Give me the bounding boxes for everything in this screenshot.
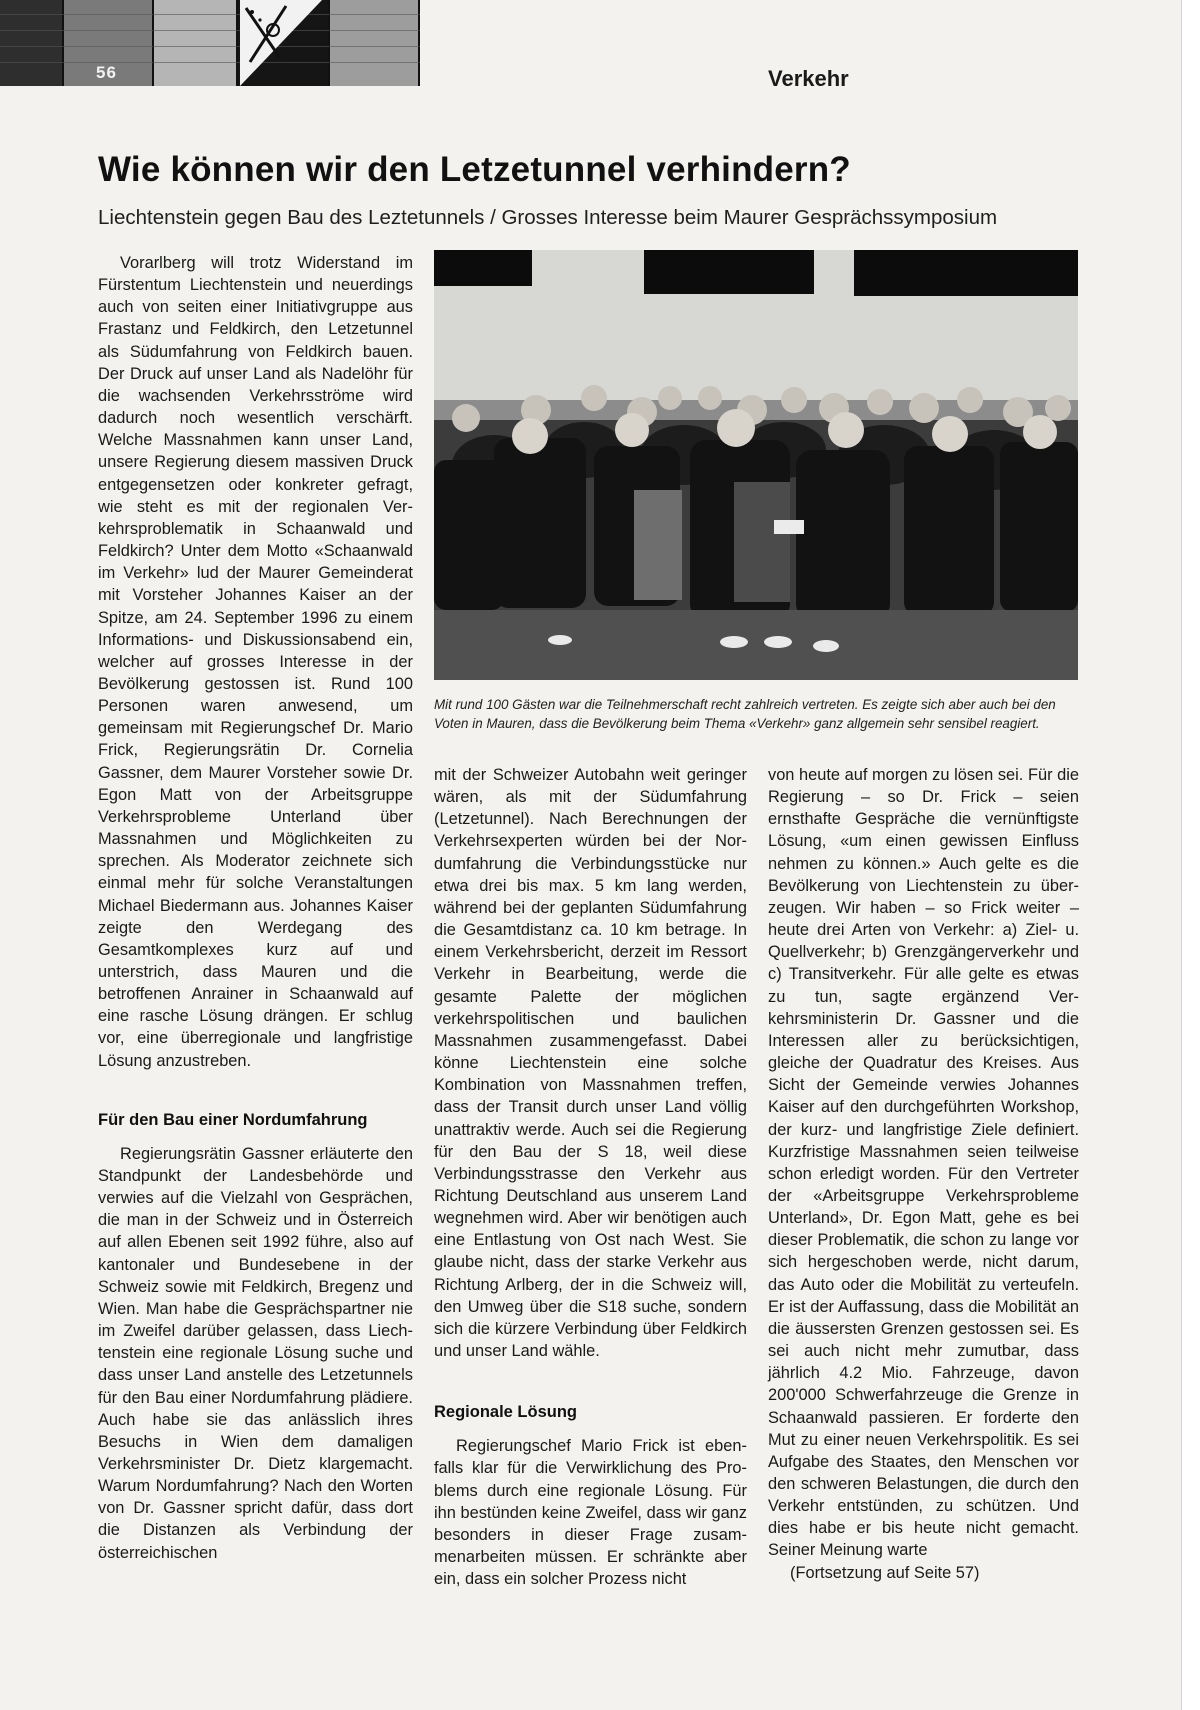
subheading-nordumfahrung: Für den Bau einer Nordumfahrung [98, 1110, 368, 1129]
header-color-strip [0, 0, 420, 88]
article-column-1 [98, 252, 413, 1564]
article-column-3 [768, 764, 1079, 1584]
continued-note: (Fortsetzung auf Seite 57) [790, 1563, 980, 1582]
section-label: Verkehr [768, 66, 849, 91]
audience-photo [434, 250, 1078, 680]
paragraph-continuation: mit der Schweizer Autobahn weit geringer wären, als mit der Südumfahrung (Letzetunnel). Nach Berechnungen der Verkehrsexperten würden bei der Nordumfahrung die Verbindungsstücke nur etwa drei bis max. 5 km lang werden, während bei der geplanten Südumfahrung die Gesamtdistanz ca. 10 km betrage. In einem Verkehrsbericht, derzeit im Ressort Verkehr in Bearbeitung, werde die gesamte Palette der möglichen verkehrspolitischen und baulichen Massnahmen zusammengefasst. Dabei könne Liechtenstein eine solche Kombination von Massnahmen treffen, dass der Transit durch unser Land völlig unattraktiv werde. Auch sei die Regierung für den Bau der S 18, weil diese Verbindungsstrasse den Verkehr aus Richtung Deutschland aus unserem Land wegnehmen wird. Aber wir benötigen auch eine Entlastung von Ost nach West. Sie glaube nicht, dass der starke Verkehr aus Richtung Arlberg, der in die Schweiz will, den Umweg über die S18 suche, sondern sich die kürzere Verbindung über Feldkirch und unser Land wähle. [434, 766, 747, 1361]
paragraph-column-3: von heute auf morgen zu lösen sei. Für die Regierung – so Dr. Frick – seien ernsthafte Gespräche die vernünftigste Lösung, «um einen gewissen Einfluss nehmen zu können.» Auch gelte es die Bevölkerung von Liechtenstein zu überzeugen. Wir haben – so Frick weiter – heute drei Arten von Verkehr: a) Ziel- u. Quellverkehr; b) Grenzgängerverkehr und c) Transitverkehr. Für alle gelte es etwas zu tun, sagte ergänzend Verkehrsministerin Dr. Gassner und die Interessen aller zu berücksichtigen, gleiche der Quadratur des Kreises. Aus Sicht der Gemeinde verwies Johannes Kaiser auf den durchgeführten Workshop, der kurz- und langfristige Ziele definiert. Kurzfristige Massnahmen seien teilweise schon erledigt worden. Für den Vertreter der «Arbeitsgruppe Verkehrsprobleme Unterland», Dr. Egon Matt, gehe es bei dieser Problematik, die schon zu lange vor sich hergeschoben werde, nicht darum, das Auto oder die Mobilität zu verteufeln. Er ist der Auffassung, dass die Mobilität an die äussersten Grenzen gestossen sei. Es sei auch nicht mehr zumutbar, dass jährlich 4.2 Mio. Fahrzeuge, davon 200'000 Schwerfahrzeuge die Grenze in Schaanwald passieren. Er forderte den Mut zu einer neuen Verkehrspolitik. Es sei Aufgabe des Staates, den Menschen vor den schweren Belastungen, die durch den Verkehr entstünden, zu schützen. Und dies habe er bis heute nicht gemacht. Seiner Meinung warte [768, 766, 1079, 1560]
intro-paragraph: Vorarlberg will trotz Widerstand im Fürstentum Liechtenstein und neuerdings auch von seiten einer Initiativgruppe aus Frastanz und Feldkirch, den Letzetunnel als Südumfahrung von Feldkirch bauen. Der Druck auf unser Land als Nadelöhr für die wachsenden Verkehrsströme wird dadurch noch wesentlich verschärft. Welche Massnahmen kann unser Land, unsere Regierung diesem massiven Druck entgegensetzen oder konkreter gefragt, wie steht es mit der regionalen Verkehrsproblematik in Schaanwald und Feldkirch? Unter dem Motto «Schaanwald im Verkehr» lud der Maurer Gemeinderat mit Vorsteher Johannes Kaiser an der Spitze, am 24. September 1996 zu einem Informations- und Diskussionsabend ein, welcher auf grosses Interesse in der Bevölkerung gestossen ist. Rund 100 Personen waren anwesend, um gemeinsam mit Regierungschef Dr. Mario Frick, Regierungsrätin Dr. Cornelia Gassner, dem Maurer Vorsteher sowie Dr. Egon Matt von der Arbeitsgruppe Verkehrsprobleme Unterland über Massnahmen und Möglichkeiten zu sprechen. Als Moderator zeichnete sich einmal mehr für solche Veranstaltungen Michael Biedermann aus. Johannes Kaiser zeigte den Werdegang des Gesamtkomplexes kurz auf und unterstrich, dass Mauren und die betroffenen Anrainer in Schaanwald auf eine rasche Lösung drängen. Er schlug vor, eine überregionale und langfristige Lösung anzustreben. [98, 254, 413, 1070]
article-subtitle: Liechtenstein gegen Bau des Leztetunnels / Grosses Interesse beim Maurer Gesprächssymposium [98, 206, 998, 229]
article-column-2 [434, 764, 747, 1590]
subheading-regionale-loesung: Regionale Lösung [434, 1403, 578, 1422]
page-edge [1181, 0, 1200, 1710]
article-title: Wie können wir den Letzetunnel verhindern? [98, 150, 851, 189]
page-number: 56 [96, 63, 117, 82]
photo-caption: Mit rund 100 Gästen war die Teilnehmerschaft recht zahlreich vertreten. Es zeigte sich aber auch bei den Voten in Mauren, dass die Bevölkerung beim Thema «Verkehr» ganz allgemein sehr sensibel reagiert. [434, 697, 1056, 731]
paragraph-frick: Regierungschef Mario Frick ist ebenfalls klar für die Verwirklichung des Problems durch eine regionale Lösung. Für ihn bestünden keine Zweifel, dass wir ganz besonders in dieser Frage zusammenarbeiten müssen. Er schränkte aber ein, dass ein solcher Prozess nicht [434, 1437, 747, 1589]
crossed-tools-emblem-icon [240, 0, 330, 88]
paragraph-gassner: Regierungsrätin Gassner erläuterte den Standpunkt der Landesbehörde und verwies auf die Vielzahl von Gesprächen, die man in der Schweiz und in Österreich auf allen Ebenen seit 1992 führe, also auf kantonaler und Bundesebene in der Schweiz sowie mit Feldkirch, Bregenz und Wien. Man habe die Gesprächspartner nie im Zweifel darüber gelassen, dass Liechtenstein eine regionale Lösung suche und dass unser Land anstelle des Letzetunnels für den Bau einer Nordumfahrung plädiere. Auch habe sie das anlässlich ihres Besuchs in Wien dem damaligen Verkehrsminister Dr. Dietz klargemacht. Warum Nordumfahrung? Nach den Worten von Dr. Gassner spricht dafür, dass dort die Distanzen als Verbindung der österreichischen [98, 1144, 413, 1562]
